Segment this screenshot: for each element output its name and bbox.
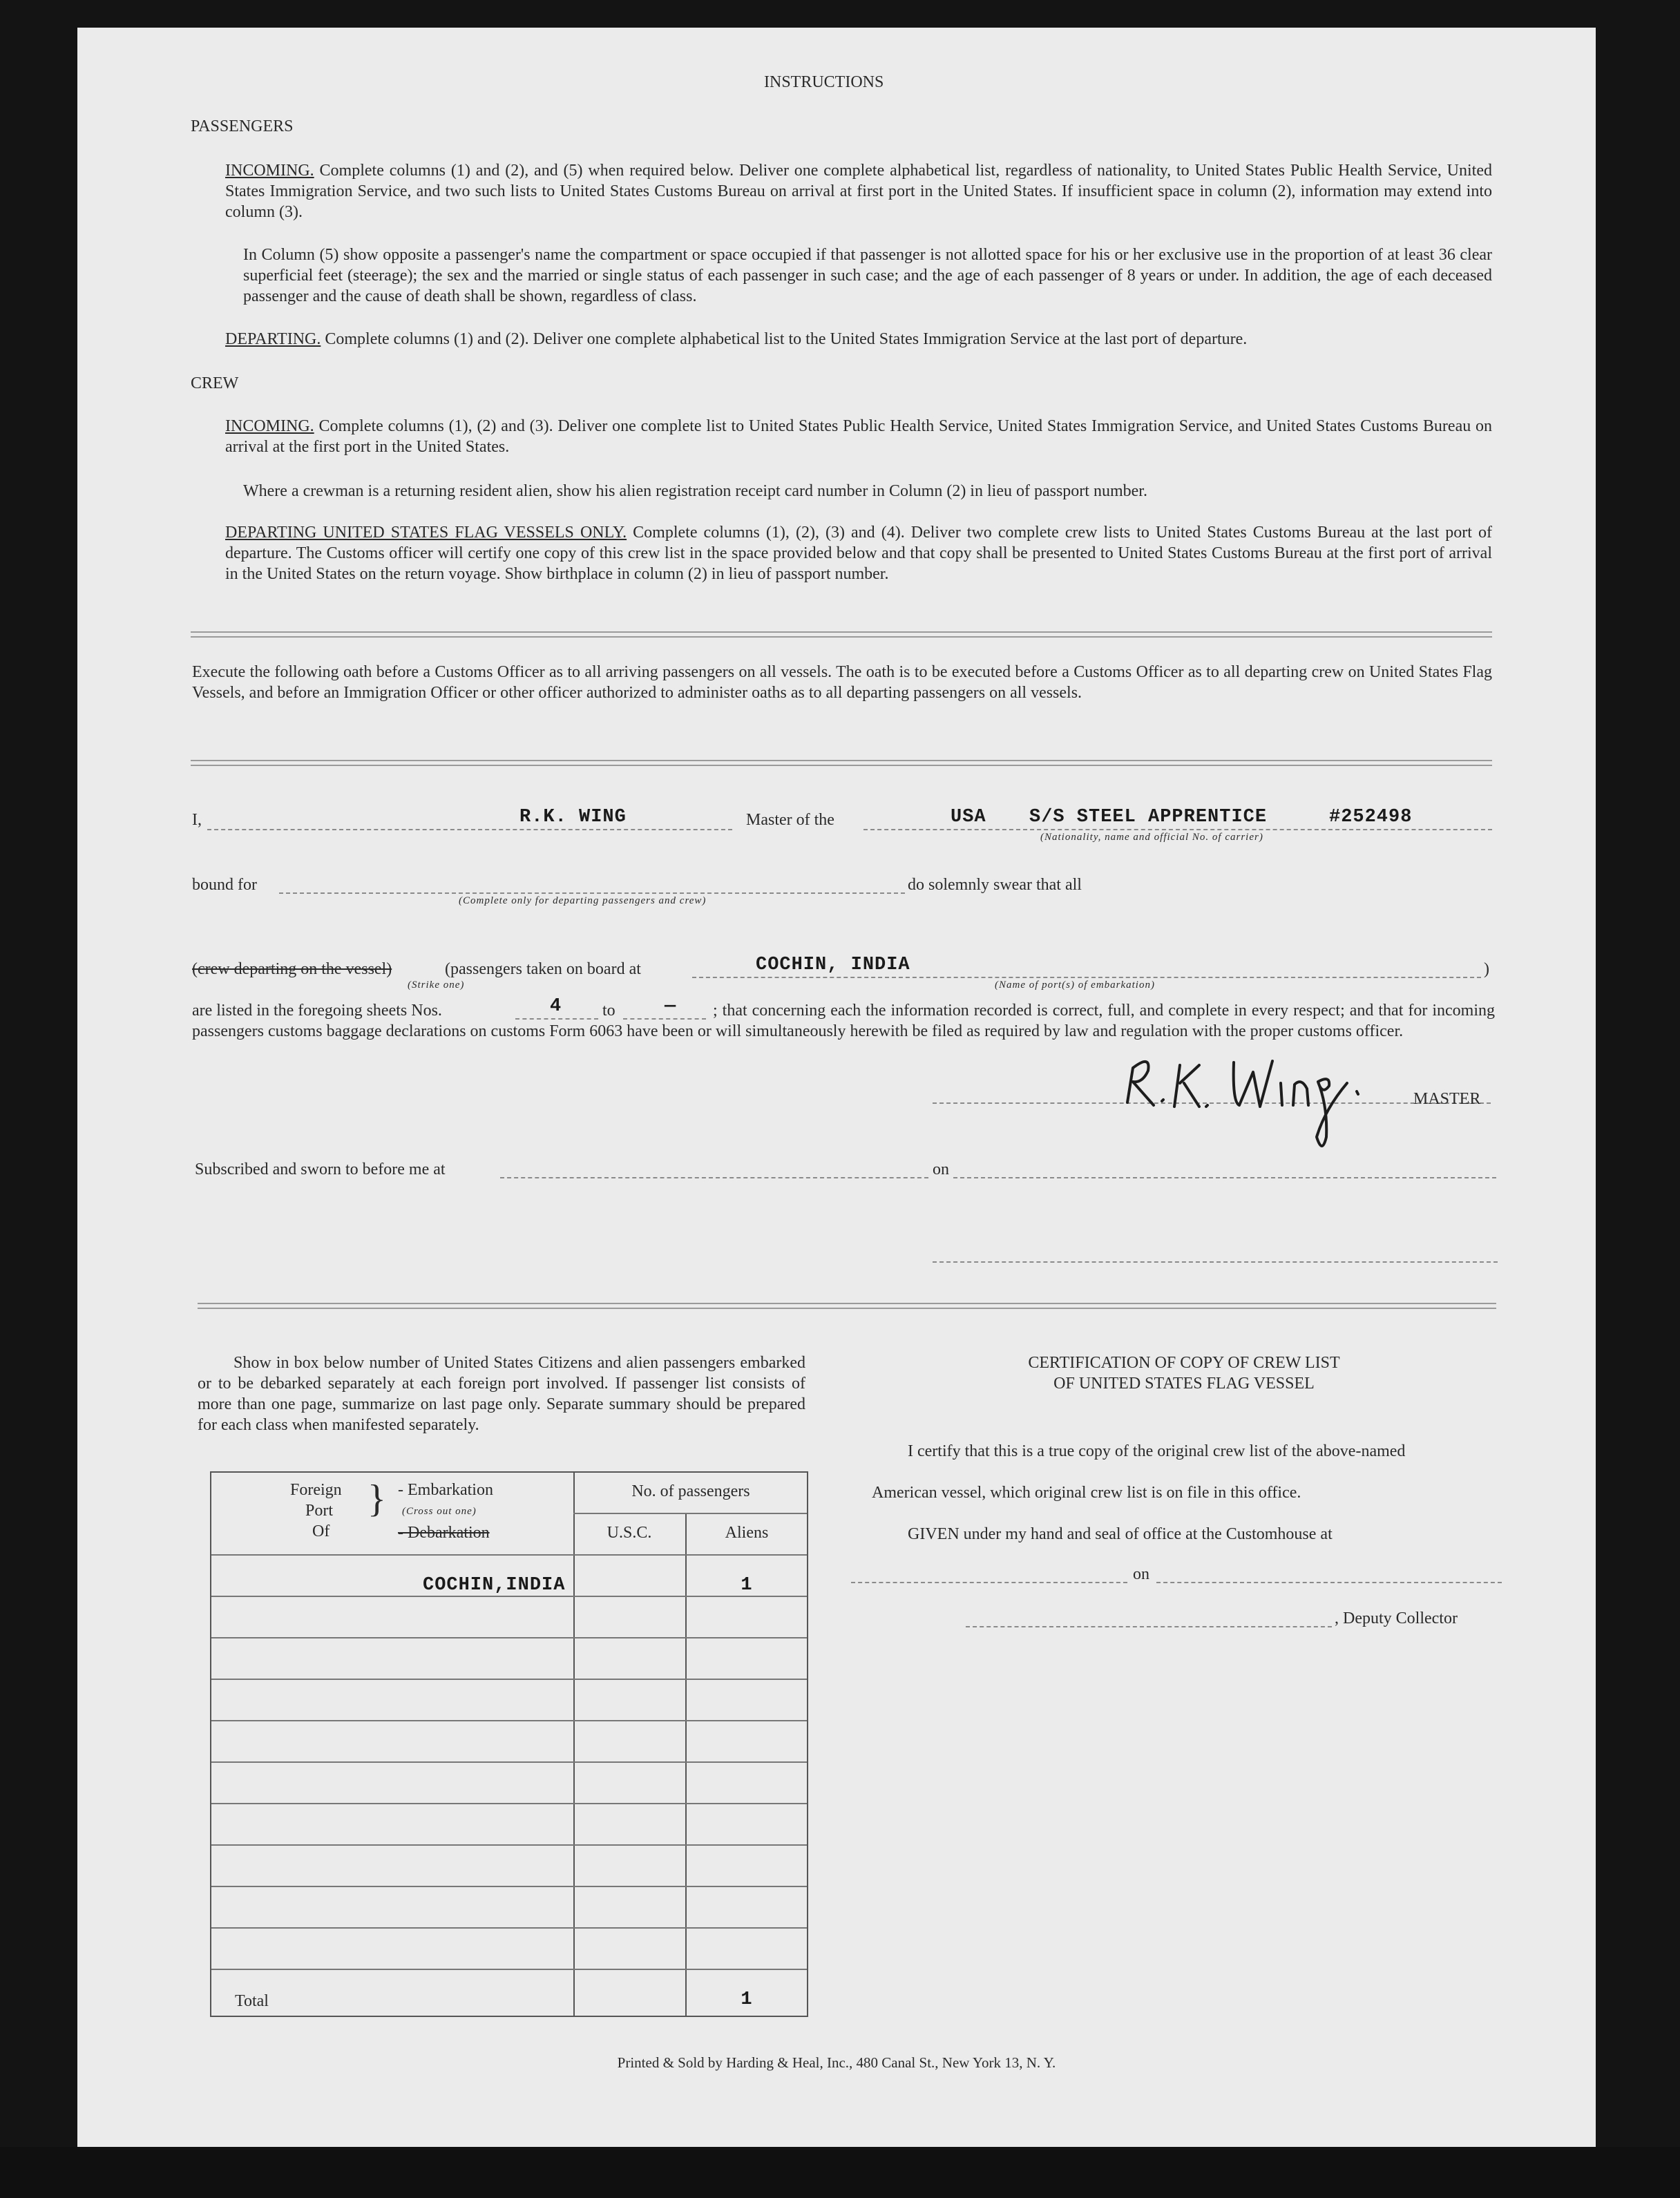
vessel-line	[863, 829, 1492, 830]
table-header-bottom	[211, 1554, 807, 1556]
bound-for-caption: (Complete only for departing passengers and crew)	[459, 895, 707, 906]
certification-title-line2: OF UNITED STATES FLAG VESSEL	[1053, 1375, 1315, 1393]
vessel-name-value: S/S STEEL APPRENTICE	[1029, 807, 1268, 828]
oath-i-label: I,	[192, 811, 202, 829]
header-of: Of	[312, 1522, 330, 1540]
section-divider	[191, 631, 1492, 638]
master-name-value: R.K. WING	[519, 807, 627, 828]
vessel-number-value: #252498	[1329, 807, 1413, 828]
master-signature	[1118, 1040, 1366, 1158]
deputy-signature-line	[966, 1626, 1332, 1627]
crew-incoming-paragraph	[225, 416, 1492, 457]
crew-departing-text: Complete columns (1), (2), (3) and (4). Deliver two complete crew lists to United States Customs Bureau at the last port of departure. The Customs officer will certify one copy of this crew list in the space provided below and that copy shall be presented to United States Customs Bureau at the first port of arrival in the United States on the return voyage. Show birthplace in column (2) in lieu of passport number.	[225, 524, 1493, 583]
printer-footer: Printed & Sold by Harding & Heal, Inc., 480 Canal St., New York 13, N. Y.	[617, 2054, 1056, 2071]
master-of-label: Master of the	[746, 811, 834, 829]
subscribed-on-label: on	[933, 1160, 949, 1178]
scan-border	[0, 2147, 1680, 2198]
header-no-of-passengers: No. of passengers	[631, 1482, 750, 1500]
passengers-incoming-label: INCOMING.	[225, 162, 314, 180]
port-of-embarkation-value: COCHIN, INDIA	[756, 955, 910, 975]
vessel-nationality-value: USA	[951, 807, 986, 828]
total-aliens: 1	[741, 1989, 753, 2010]
total-label: Total	[235, 1992, 269, 2010]
port-line	[692, 977, 1481, 978]
table-header-divider	[573, 1513, 807, 1514]
crew-incoming-text: Complete columns (1), (2) and (3). Deliver one complete list to United States Public Health Service, United States Immigration Service, and United States Customs Bureau on arrival at the first port in the United States.	[225, 417, 1493, 456]
header-aliens: Aliens	[725, 1524, 769, 1542]
header-cross-out: (Cross out one)	[402, 1506, 477, 1517]
sheet-to-value: —	[665, 996, 677, 1017]
certify-text: I certify that this is a true copy of the original crew list of the above-named	[908, 1442, 1406, 1460]
header-embarkation: - Embarkation	[398, 1481, 493, 1499]
swear-text: do solemnly swear that all	[908, 876, 1082, 894]
crew-departing-paragraph	[225, 522, 1492, 584]
summary-instructions: Show in box below number of United States Citizens and alien passengers embarked or to be debarked separately at each foreign port involved. If passenger list consists of more than one page, summarize on last page only. Separate summary should be prepared for each class when manifested separately.	[198, 1354, 805, 1434]
crew-resident-paragraph: Where a crewman is a returning resident alien, show his alien registration receipt card number in Column (2) in lieu of passport number.	[243, 482, 1147, 500]
statement-text: ; that concerning each the information recorded is correct, full, and complete in every respect; and that for incoming passengers customs baggage declarations on customs Form 6063 have been or will simultaneously herewith be filed as required by law and regulation with the proper customs officer.	[192, 1002, 1495, 1040]
table-row-line	[211, 1969, 807, 1970]
given-text: GIVEN under my hand and seal of office at the Customhouse at	[908, 1525, 1333, 1543]
header-brace: }	[368, 1478, 386, 1520]
subscribed-place-line	[500, 1177, 928, 1178]
table-row-line	[211, 1679, 807, 1680]
master-name-line	[207, 829, 732, 830]
crew-incoming-label: INCOMING.	[225, 417, 314, 435]
table-row-line	[211, 1886, 807, 1887]
bound-for-line	[279, 892, 905, 894]
header-debarkation: - Debarkation	[398, 1524, 490, 1542]
certify-text-2: American vessel, which original crew list is on file in this office.	[872, 1484, 1301, 1502]
header-usc: U.S.C.	[607, 1524, 652, 1542]
table-row-line	[211, 1927, 807, 1929]
table-row-port: COCHIN,INDIA	[423, 1575, 566, 1596]
certification-title-line1: CERTIFICATION OF COPY OF CREW LIST	[1028, 1354, 1340, 1372]
passengers-incoming-text: Complete columns (1) and (2), and (5) when required below. Deliver one complete alphabetical list, regardless of nationality, to United States Public Health Service, United States Immigration Service, and two such lists to United States Customs Bureau on arrival at first port in the United States. If insufficient space in column (2), information may extend into column (3).	[225, 162, 1493, 221]
certification-on-label: on	[1133, 1565, 1149, 1583]
crew-departing-struck: (crew departing on the vessel)	[192, 960, 392, 978]
section-divider	[198, 1303, 1496, 1309]
to-label: to	[602, 1002, 615, 1020]
officer-signature-line	[933, 1261, 1498, 1263]
table-row-line	[211, 1844, 807, 1846]
table-row-aliens: 1	[741, 1575, 753, 1596]
customhouse-line	[851, 1582, 1127, 1583]
table-row-line	[211, 1596, 807, 1597]
vessel-caption: (Nationality, name and official No. of carrier)	[1040, 832, 1263, 843]
certification-date-line	[1156, 1582, 1502, 1583]
passengers-departing-label: DEPARTING.	[225, 330, 321, 348]
header-foreign: Foreign	[290, 1481, 342, 1499]
table-row-line	[211, 1720, 807, 1721]
crew-departing-label: DEPARTING UNITED STATES FLAG VESSELS ONLY.	[225, 524, 627, 542]
passengers-taken-label: (passengers taken on board at	[445, 960, 641, 978]
passengers-incoming-paragraph	[225, 160, 1492, 222]
passengers-heading: PASSENGERS	[191, 117, 294, 135]
deputy-label: , Deputy Collector	[1335, 1609, 1458, 1627]
table-row-line	[211, 1803, 807, 1804]
subscribed-date-line	[953, 1177, 1496, 1178]
passenger-summary-table	[210, 1471, 808, 2017]
table-row-line	[211, 1761, 807, 1763]
close-paren: )	[1484, 960, 1489, 978]
header-port: Port	[305, 1502, 334, 1520]
bound-for-label: bound for	[192, 876, 257, 894]
oath-intro: Execute the following oath before a Customs Officer as to all arriving passengers on all vessels. The oath is to be executed before a Customs Officer as to all departing crew on United States Flag Vessels, and before an Immigration Officer or other officer authorized to administer oaths as to all departing passengers on all vessels.	[192, 663, 1492, 702]
crew-heading: CREW	[191, 374, 239, 392]
master-label: MASTER	[1413, 1090, 1481, 1108]
instructions-title: INSTRUCTIONS	[764, 73, 884, 91]
sheets-label: are listed in the foregoing sheets Nos.	[192, 1002, 442, 1020]
table-row-line	[211, 1637, 807, 1638]
passengers-column5-paragraph: In Column (5) show opposite a passenger's name the compartment or space occupied if that passenger is not allotted space for his or her exclusive use in the proportion of at least 36 clear superficial feet (steerage); the sex and the married or single status of each passenger in such case; and the age of each passenger of 8 years or under. In addition, the age of each deceased passenger and the cause of death shall be shown, regardless of class.	[243, 246, 1492, 305]
strike-one-caption: (Strike one)	[408, 979, 465, 991]
sheet-from-value: 4	[550, 996, 562, 1017]
passengers-departing-text: Complete columns (1) and (2). Deliver one complete alphabetical list to the United States Immigration Service at the last port of departure.	[325, 330, 1248, 348]
passengers-departing-paragraph	[225, 329, 1496, 350]
subscribed-label: Subscribed and sworn to before me at	[195, 1160, 446, 1178]
port-caption: (Name of port(s) of embarkation)	[995, 979, 1155, 991]
section-divider	[191, 760, 1492, 766]
